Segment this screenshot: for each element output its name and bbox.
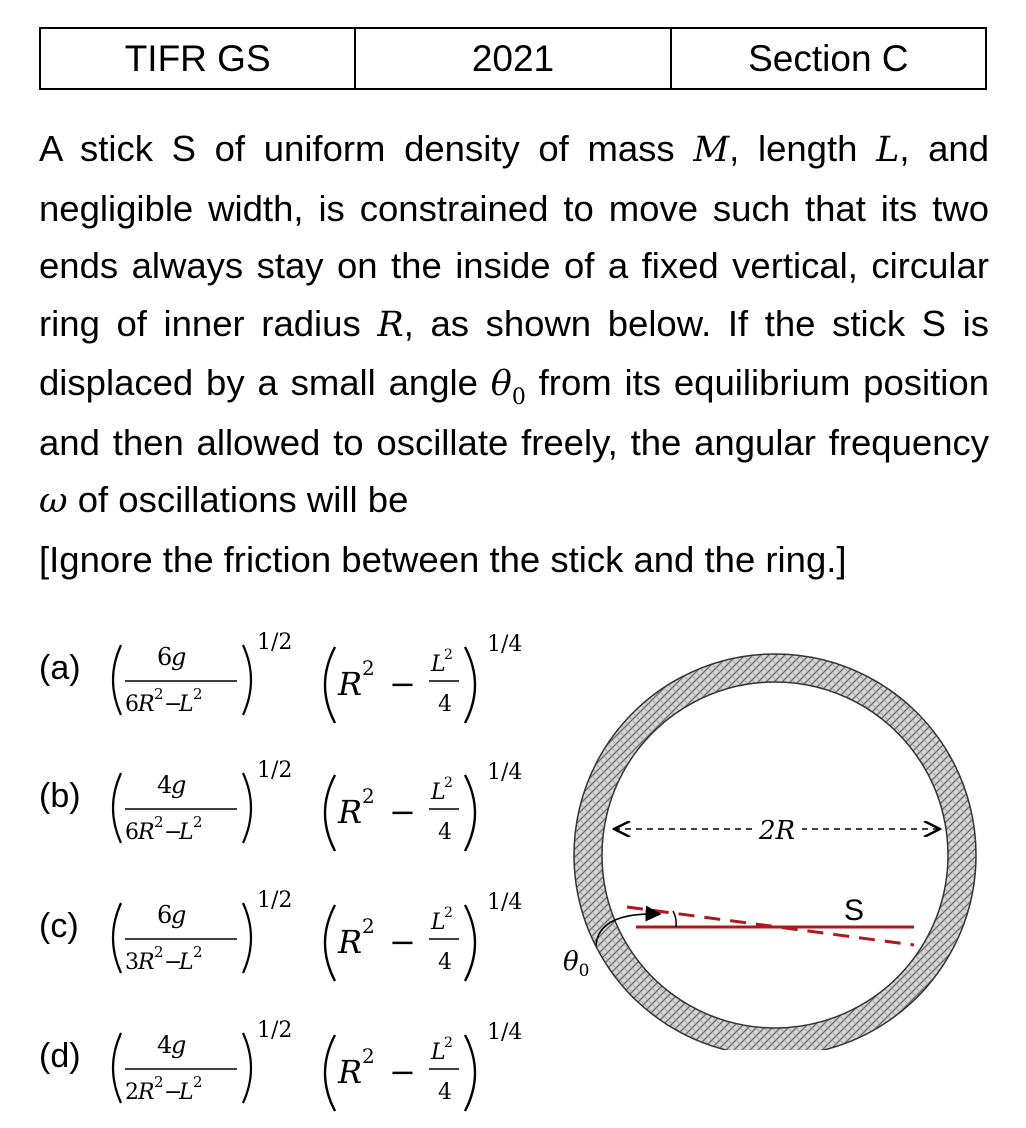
term-R: R: [338, 1053, 363, 1091]
right-paren: [465, 775, 475, 851]
term-exp: 2: [362, 914, 375, 938]
fraction-L: L: [431, 780, 446, 805]
option-formula: [107, 888, 607, 993]
denominator-exp: 2: [154, 813, 164, 831]
numerator-g: g: [171, 901, 187, 929]
header-table: [39, 27, 987, 90]
denominator-coef: 3: [125, 950, 139, 975]
right-paren: [465, 647, 475, 723]
denominator-R: R: [138, 950, 155, 975]
option-label: (a): [39, 649, 81, 687]
denominator-exp: 2: [154, 1073, 164, 1091]
denominator-exp: 2: [193, 943, 203, 961]
term-exp: 2: [362, 1044, 375, 1068]
left-paren: [113, 773, 121, 843]
denominator-exp: 2: [193, 813, 203, 831]
term-R: R: [338, 793, 363, 831]
question-text: A stick S of uniform density of mass M, length L, and negligible width, is constrained to move such that its two ends always stay on the inside of a fixed vertical, circular ring of inner radius R, as shown below. If the stick S is displaced by a small angle $\theta_0$ from its equilibrium position and then allowed to oscillate freely, the angular frequency ω of oscillations will be [Ignore the friction between the stick and the ring.]: [39, 120, 989, 588]
fraction-exp: 2: [444, 775, 453, 791]
left-paren: [113, 645, 121, 715]
fraction-L: L: [431, 910, 446, 935]
denominator-coef: 6: [125, 692, 139, 717]
ring-diagram: [560, 630, 1000, 1050]
fraction-four: 4: [438, 692, 452, 717]
denominator-minus: −: [164, 950, 183, 975]
denominator-coef: 2: [125, 1080, 139, 1105]
inner-exponent: 1/4: [487, 632, 523, 657]
left-paren: [325, 775, 335, 851]
fraction-L: L: [431, 1040, 446, 1065]
left-paren: [113, 903, 121, 973]
denominator-exp: 2: [154, 685, 164, 703]
denominator-L: L: [179, 820, 194, 845]
denominator-R: R: [138, 1080, 155, 1105]
header-exam: TIFR GS: [124, 37, 271, 79]
denominator-R: R: [138, 820, 155, 845]
denominator-exp: 2: [154, 943, 164, 961]
right-paren: [465, 1035, 475, 1111]
denominator-L: L: [179, 950, 194, 975]
denominator-L: L: [179, 1080, 194, 1105]
numerator-coef: 4: [157, 1031, 173, 1059]
option-label: (d): [39, 1037, 81, 1075]
option-formula: [107, 758, 607, 863]
denominator-minus: −: [164, 692, 183, 717]
inner-exponent: 1/4: [487, 1020, 523, 1045]
inner-exponent: 1/4: [487, 890, 523, 915]
numerator-g: g: [171, 771, 187, 799]
outer-exponent: 1/2: [257, 630, 293, 655]
fraction-exp: 2: [444, 647, 453, 663]
term-exp: 2: [362, 784, 375, 808]
outer-exponent: 1/2: [257, 1018, 293, 1043]
diameter-label: 2R: [758, 816, 796, 846]
option-formula: [107, 1018, 607, 1123]
numerator-coef: 6: [157, 643, 173, 671]
outer-exponent: 1/2: [257, 758, 293, 783]
right-paren: [243, 773, 251, 843]
fraction-exp: 2: [444, 905, 453, 921]
denominator-L: L: [179, 692, 194, 717]
fraction-four: 4: [438, 1080, 452, 1105]
angle-arc: [673, 911, 676, 927]
right-paren: [243, 903, 251, 973]
numerator-g: g: [171, 643, 187, 671]
denominator-exp: 2: [193, 685, 203, 703]
outer-exponent: 1/2: [257, 888, 293, 913]
numerator-g: g: [171, 1031, 187, 1059]
numerator-coef: 6: [157, 901, 173, 929]
fraction-exp: 2: [444, 1035, 453, 1051]
denominator-R: R: [138, 692, 155, 717]
option-label: (c): [39, 907, 79, 945]
right-paren: [465, 905, 475, 981]
denominator-minus: −: [164, 1080, 183, 1105]
inner-exponent: 1/4: [487, 760, 523, 785]
option-formula: [107, 630, 607, 735]
numerator-coef: 4: [157, 771, 173, 799]
left-paren: [325, 905, 335, 981]
angle-label: $\theta_0$: [563, 947, 590, 981]
term-minus: −: [389, 665, 416, 703]
term-minus: −: [389, 1053, 416, 1091]
term-minus: −: [389, 923, 416, 961]
right-paren: [243, 1033, 251, 1103]
term-R: R: [338, 665, 363, 703]
stick-label: S: [844, 894, 865, 927]
left-paren: [113, 1033, 121, 1103]
term-minus: −: [389, 793, 416, 831]
ring: [574, 654, 976, 1050]
denominator-coef: 6: [125, 820, 139, 845]
right-paren: [243, 645, 251, 715]
left-paren: [325, 647, 335, 723]
term-R: R: [338, 923, 363, 961]
header-section: Section C: [670, 29, 985, 88]
fraction-four: 4: [438, 820, 452, 845]
denominator-minus: −: [164, 820, 183, 845]
question-note: [Ignore the friction between the stick and the ring.]: [39, 538, 847, 580]
term-exp: 2: [362, 656, 375, 680]
header-year: 2021: [354, 29, 669, 88]
fraction-four: 4: [438, 950, 452, 975]
left-paren: [325, 1035, 335, 1111]
fraction-L: L: [431, 652, 446, 677]
denominator-exp: 2: [193, 1073, 203, 1091]
option-label: (b): [39, 777, 81, 815]
